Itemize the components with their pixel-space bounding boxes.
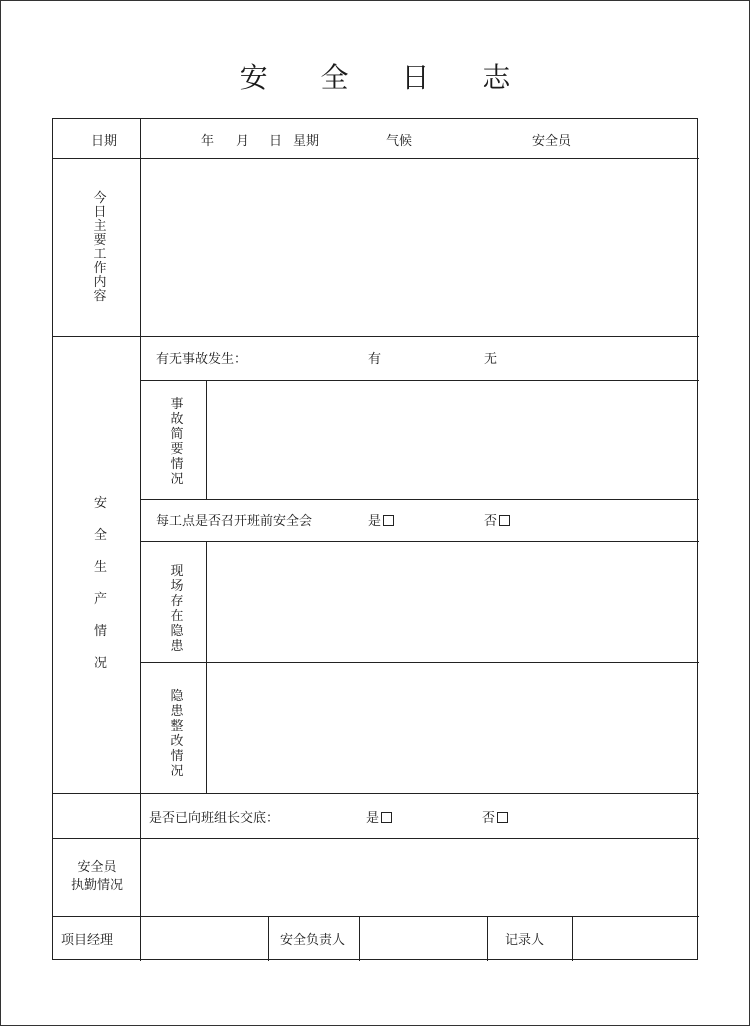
month-label: 月 (236, 134, 250, 149)
row-divider (141, 541, 699, 542)
year-label: 年 (201, 134, 215, 149)
meeting-yes-option[interactable] (368, 514, 394, 530)
page-title: 安 全 日 志 (239, 61, 533, 94)
row-divider (141, 499, 699, 500)
row-divider (53, 838, 699, 839)
safety-officer-label: 安全员 (532, 134, 572, 149)
recorder-label: 记录人 (505, 933, 545, 948)
row-divider (141, 662, 699, 663)
checkbox-icon[interactable] (497, 812, 508, 823)
hazard-label: 现场存在隐患 (170, 564, 184, 654)
row-divider (53, 336, 699, 337)
weather-label: 气候 (386, 134, 413, 149)
handover-no-label: 否 (482, 811, 496, 826)
officer-duty-line1: 安全员 (77, 860, 117, 875)
column-divider (487, 916, 488, 961)
safety-section-char: 况 (94, 656, 108, 671)
handover-yes-option[interactable] (366, 811, 392, 827)
checkbox-icon[interactable] (381, 812, 392, 823)
rectification-label: 隐患整改情况 (170, 689, 184, 779)
safety-section-char: 情 (94, 624, 108, 639)
date-label: 日期 (91, 134, 118, 149)
safety-section-char: 全 (94, 528, 108, 543)
handover-yes-label: 是 (366, 811, 380, 826)
weekday-label: 星期 (293, 134, 320, 149)
accident-question: 有无事故发生： (156, 352, 248, 367)
row-divider (141, 380, 699, 381)
handover-no-option[interactable] (482, 811, 508, 827)
row-divider (53, 158, 699, 159)
safety-section-char: 产 (94, 592, 108, 607)
accident-summary-label: 事故简要情况 (170, 397, 184, 487)
safety-section-char: 安 (94, 496, 108, 511)
handover-question: 是否已向班组长交底： (149, 811, 280, 826)
safety-lead-label: 安全负责人 (280, 933, 346, 948)
column-divider (359, 916, 360, 961)
column-divider (140, 119, 141, 961)
checkbox-icon[interactable] (499, 515, 510, 526)
meeting-no-label: 否 (484, 514, 498, 529)
project-manager-label: 项目经理 (61, 933, 114, 948)
column-divider (268, 916, 269, 961)
safety-log-form (52, 118, 698, 960)
work-content-label: 今日主要工作内容 (93, 191, 107, 304)
meeting-yes-label: 是 (368, 514, 382, 529)
day-label: 日 (269, 134, 283, 149)
accident-no-option[interactable]: 无 (484, 352, 498, 367)
meeting-question: 每工点是否召开班前安全会 (156, 514, 313, 529)
column-divider (572, 916, 573, 961)
column-divider (206, 541, 207, 793)
column-divider (206, 380, 207, 499)
officer-duty-line2: 执勤情况 (70, 878, 123, 893)
safety-section-char: 生 (94, 560, 108, 575)
officer-duty-label (53, 859, 141, 895)
checkbox-icon[interactable] (383, 515, 394, 526)
row-divider (53, 916, 699, 917)
row-divider (53, 793, 699, 794)
meeting-no-option[interactable] (484, 514, 510, 530)
accident-yes-option[interactable]: 有 (368, 352, 382, 367)
